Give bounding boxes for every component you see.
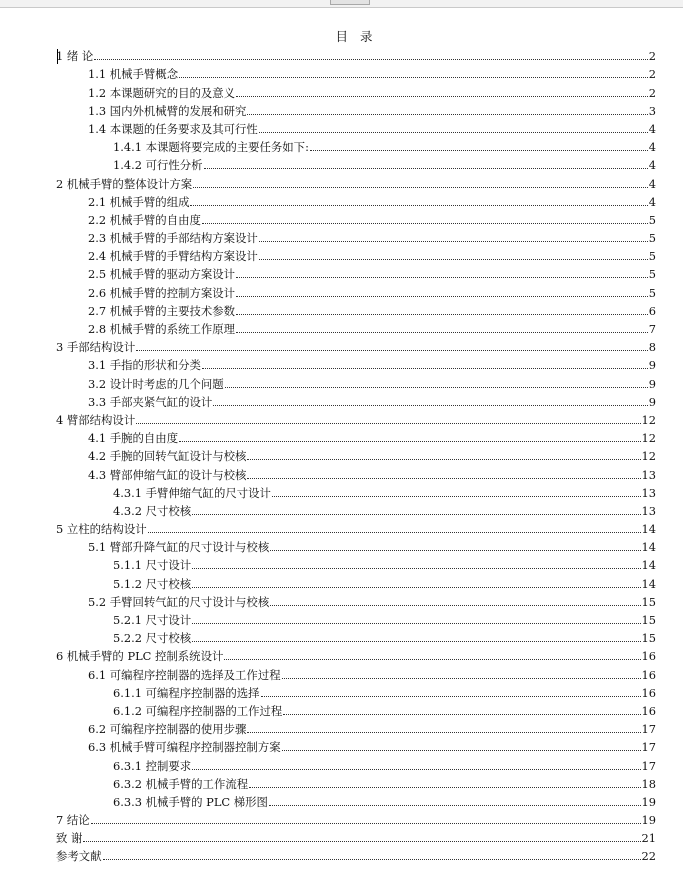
toc-entry-title: 6.3.1 控制要求 (113, 758, 192, 773)
toc-entry[interactable] (56, 301, 656, 319)
toc-title: 目 录 (335, 29, 377, 44)
toc-entry[interactable] (56, 664, 656, 682)
toc-entry-title: 5.2.2 尺寸校核 (113, 631, 192, 646)
toc-entry-title: 3.2 设计时考虑的几个问题 (88, 376, 224, 391)
toc-list (56, 46, 656, 864)
toc-page-number: 2 (648, 85, 656, 100)
toc-entry-title: 2.7 机械手臂的主要技术参数 (88, 303, 236, 318)
toc-entry[interactable] (56, 173, 656, 191)
toc-entry[interactable] (56, 210, 656, 228)
toc-dot-leader (236, 332, 648, 333)
toc-page-number: 4 (648, 194, 656, 209)
toc-entry-title: 6.3.2 机械手臂的工作流程 (113, 776, 249, 791)
toc-entry-title: 2.2 机械手臂的自由度 (88, 212, 201, 227)
toc-entry[interactable] (56, 755, 656, 773)
toc-entry[interactable] (56, 82, 656, 100)
toc-entry[interactable] (56, 192, 656, 210)
toc-dot-leader (272, 496, 641, 497)
toc-dot-leader (103, 859, 641, 860)
toc-entry[interactable] (56, 592, 656, 610)
toc-page-number: 9 (648, 376, 656, 391)
toc-page-number: 9 (648, 358, 656, 373)
toc-entry[interactable] (56, 519, 656, 537)
toc-page-number: 15 (641, 613, 656, 627)
toc-entry-title: 1 绪 论 (56, 49, 94, 64)
toc-dot-leader (192, 568, 640, 569)
toc-dot-leader (247, 459, 640, 460)
toc-entry-title: 6.1 可编程序控制器的选择及工作过程 (88, 667, 281, 682)
toc-page-number: 16 (641, 703, 656, 718)
toc-entry-title: 5 立柱的结构设计 (56, 522, 147, 537)
toc-page-number: 5 (648, 212, 656, 227)
toc-page-number: 16 (641, 685, 656, 700)
toc-entry[interactable] (56, 119, 656, 137)
toc-page-number: 17 (641, 722, 656, 737)
toc-entry-title: 2.4 机械手臂的手臂结构方案设计 (88, 249, 258, 264)
toc-entry-title: 2 机械手臂的整体设计方案 (56, 176, 193, 191)
toc-page-number: 17 (641, 740, 656, 755)
toc-entry[interactable] (56, 46, 656, 64)
toc-entry-title: 7 结论 (56, 813, 90, 828)
toc-dot-leader (192, 769, 640, 770)
toc-dot-leader (190, 205, 647, 206)
toc-page-number: 14 (641, 576, 656, 591)
toc-entry[interactable] (56, 537, 656, 555)
toc-entry[interactable] (56, 410, 656, 428)
toc-dot-leader (94, 59, 647, 60)
toc-entry-title: 5.1.1 尺寸设计 (113, 558, 192, 573)
toc-dot-leader (236, 96, 648, 97)
toc-page-number: 18 (641, 776, 656, 791)
toc-entry-title: 致 谢 (56, 831, 83, 846)
toc-entry[interactable] (56, 573, 656, 591)
toc-entry[interactable] (56, 610, 656, 628)
toc-page-number: 16 (641, 667, 656, 682)
toc-page-number: 2 (648, 49, 656, 64)
toc-entry[interactable] (56, 373, 656, 391)
toc-dot-leader (213, 405, 647, 406)
toc-entry-title: 2.6 机械手臂的控制方案设计 (88, 285, 236, 300)
toc-entry-title: 2.3 机械手臂的手部结构方案设计 (88, 231, 258, 246)
toc-entry-title: 3.1 手指的形状和分类 (88, 358, 201, 373)
toc-dot-leader (91, 823, 641, 824)
toc-entry-title: 6.3.3 机械手臂的 PLC 梯形图 (113, 794, 268, 809)
toc-entry[interactable] (56, 101, 656, 119)
toc-entry-title: 3 手部结构设计 (56, 340, 136, 355)
toc-entry-title: 2.8 机械手臂的系统工作原理 (88, 322, 236, 336)
toc-entry[interactable] (56, 792, 656, 810)
toc-entry-title: 4.3.2 尺寸校核 (113, 503, 192, 518)
toc-dot-leader (269, 805, 641, 806)
toc-dot-leader (282, 678, 641, 679)
toc-entry[interactable] (56, 555, 656, 573)
toc-dot-leader (247, 114, 647, 115)
toc-dot-leader (310, 150, 648, 151)
toc-entry-title: 3.3 手部夹紧气缸的设计 (88, 394, 213, 409)
toc-entry[interactable] (56, 828, 656, 846)
toc-entry[interactable] (56, 846, 656, 864)
toc-entry-title: 1.4.2 可行性分析 (113, 158, 203, 173)
toc-entry-title: 5.1.2 尺寸校核 (113, 576, 192, 591)
toc-dot-leader (236, 277, 648, 278)
toc-page-number: 3 (648, 103, 656, 118)
toc-page-number: 16 (641, 649, 656, 664)
toc-page-number: 13 (641, 467, 656, 482)
toc-entry-title: 6.2 可编程序控制器的使用步骤 (88, 722, 247, 737)
toc-dot-leader (247, 478, 640, 479)
toc-entry-title: 4.3.1 手臂伸缩气缸的尺寸设计 (113, 485, 271, 500)
toc-entry[interactable] (56, 446, 656, 464)
toc-entry[interactable] (56, 355, 656, 373)
toc-page-number: 13 (641, 485, 656, 500)
toc-entry-title: 1.4.1 本课题将要完成的主要任务如下: (113, 140, 309, 155)
toc-dot-leader (192, 641, 640, 642)
toc-page-number: 22 (641, 849, 656, 864)
toc-entry[interactable] (56, 319, 656, 337)
toc-dot-leader (270, 550, 640, 551)
toc-dot-leader (247, 732, 640, 733)
toc-page-number: 6 (648, 303, 656, 318)
toc-dot-leader (179, 77, 648, 78)
toc-entry-title: 6 机械手臂的 PLC 控制系统设计 (56, 649, 224, 664)
toc-page-number: 2 (648, 67, 656, 82)
toc-page-number: 7 (648, 322, 656, 336)
toc-entry[interactable] (56, 701, 656, 719)
toc-page-number: 5 (648, 285, 656, 300)
toc-entry[interactable] (56, 246, 656, 264)
toc-dot-leader (261, 696, 641, 697)
toc-dot-leader (259, 259, 648, 260)
toc-entry-title: 5.2 手臂回转气缸的尺寸设计与校核 (88, 594, 270, 609)
toc-dot-leader (225, 387, 648, 388)
toc-page-number: 5 (648, 231, 656, 246)
toc-dot-leader (179, 441, 640, 442)
toc-entry-title: 1.3 国内外机械臂的发展和研究 (88, 103, 247, 118)
toc-entry[interactable] (56, 64, 656, 82)
toc-page-number: 13 (641, 503, 656, 518)
toc-dot-leader (83, 841, 640, 842)
toc-dot-leader (282, 750, 641, 751)
toc-page-number: 19 (641, 813, 656, 828)
toc-page-number: 5 (648, 267, 656, 282)
toc-page-number: 14 (641, 540, 656, 555)
toc-page-number: 15 (641, 594, 656, 609)
toc-entry-title: 1.1 机械手臂概念 (88, 67, 179, 82)
toc-entry-title: 4 臂部结构设计 (56, 412, 136, 427)
toc-entry[interactable] (56, 737, 656, 755)
toc-dot-leader (259, 132, 648, 133)
toc-dot-leader (236, 296, 648, 297)
toc-entry[interactable] (56, 646, 656, 664)
toc-page-number: 15 (641, 631, 656, 646)
toc-page-number: 21 (641, 831, 656, 846)
toc-page-number: 12 (641, 449, 656, 464)
toc-dot-leader (224, 659, 640, 660)
toc-entry[interactable] (56, 228, 656, 246)
toc-page-number: 14 (641, 522, 656, 537)
toc-dot-leader (236, 314, 648, 315)
toc-dot-leader (192, 587, 640, 588)
toc-entry[interactable] (56, 810, 656, 828)
toc-entry-title: 1.4 本课题的任务要求及其可行性 (88, 121, 258, 136)
toc-entry-title: 6.1.2 可编程序控制器的工作过程 (113, 703, 283, 718)
toc-dot-leader (283, 714, 640, 715)
toc-dot-leader (192, 514, 640, 515)
toc-entry-title: 参考文献 (56, 849, 102, 864)
toc-entry-title: 4.2 手腕的回转气缸设计与校核 (88, 449, 247, 464)
toc-entry[interactable] (56, 337, 656, 355)
toc-dot-leader (202, 368, 648, 369)
toc-entry[interactable] (56, 483, 656, 501)
toc-page-number: 8 (648, 340, 656, 355)
toc-entry[interactable] (56, 137, 656, 155)
toc-entry[interactable] (56, 155, 656, 173)
toc-entry[interactable] (56, 628, 656, 646)
toc-entry[interactable] (56, 774, 656, 792)
toc-page-number: 5 (648, 249, 656, 264)
toc-page-number: 12 (641, 431, 656, 446)
toc-page-number: 19 (641, 794, 656, 809)
toc-entry[interactable] (56, 264, 656, 282)
toc-page-number: 4 (648, 158, 656, 173)
toc-page-number: 4 (648, 121, 656, 136)
toc-entry-title: 5.1 臂部升降气缸的尺寸设计与校核 (88, 540, 270, 555)
toc-entry-title: 1.2 本课题研究的目的及意义 (88, 85, 236, 100)
toc-entry-title: 4.1 手腕的自由度 (88, 431, 179, 446)
toc-dot-leader (202, 223, 648, 224)
toc-dot-leader (148, 532, 641, 533)
toc-entry[interactable] (56, 428, 656, 446)
toc-entry-title: 2.1 机械手臂的组成 (88, 194, 190, 209)
toc-entry-title: 6.3 机械手臂可编程序控制器控制方案 (88, 740, 281, 755)
toc-entry[interactable] (56, 282, 656, 300)
toc-entry-title: 4.3 臂部伸缩气缸的设计与校核 (88, 467, 247, 482)
toc-page-number: 4 (648, 176, 656, 191)
toc-dot-leader (249, 787, 640, 788)
toc-page-number: 4 (648, 140, 656, 155)
toc-page-number: 12 (641, 412, 656, 427)
toc-entry-title: 5.2.1 尺寸设计 (113, 613, 192, 627)
toc-page-number: 14 (641, 558, 656, 573)
toc-entry[interactable] (56, 392, 656, 410)
toc-dot-leader (192, 623, 640, 624)
page-handle-tab[interactable] (330, 0, 370, 5)
toc-entry-title: 6.1.1 可编程序控制器的选择 (113, 685, 260, 700)
toc-dot-leader (259, 241, 648, 242)
toc-entry[interactable] (56, 501, 656, 519)
toc-dot-leader (270, 605, 640, 606)
toc-page-number: 9 (648, 394, 656, 409)
toc-dot-leader (193, 187, 648, 188)
toc-dot-leader (204, 168, 648, 169)
toc-dot-leader (136, 423, 640, 424)
toc-dot-leader (136, 350, 648, 351)
toc-page-number: 17 (641, 758, 656, 773)
toc-entry-title: 2.5 机械手臂的驱动方案设计 (88, 267, 236, 282)
toc-entry[interactable] (56, 719, 656, 737)
toc-entry[interactable] (56, 683, 656, 701)
toc-entry[interactable] (56, 464, 656, 482)
